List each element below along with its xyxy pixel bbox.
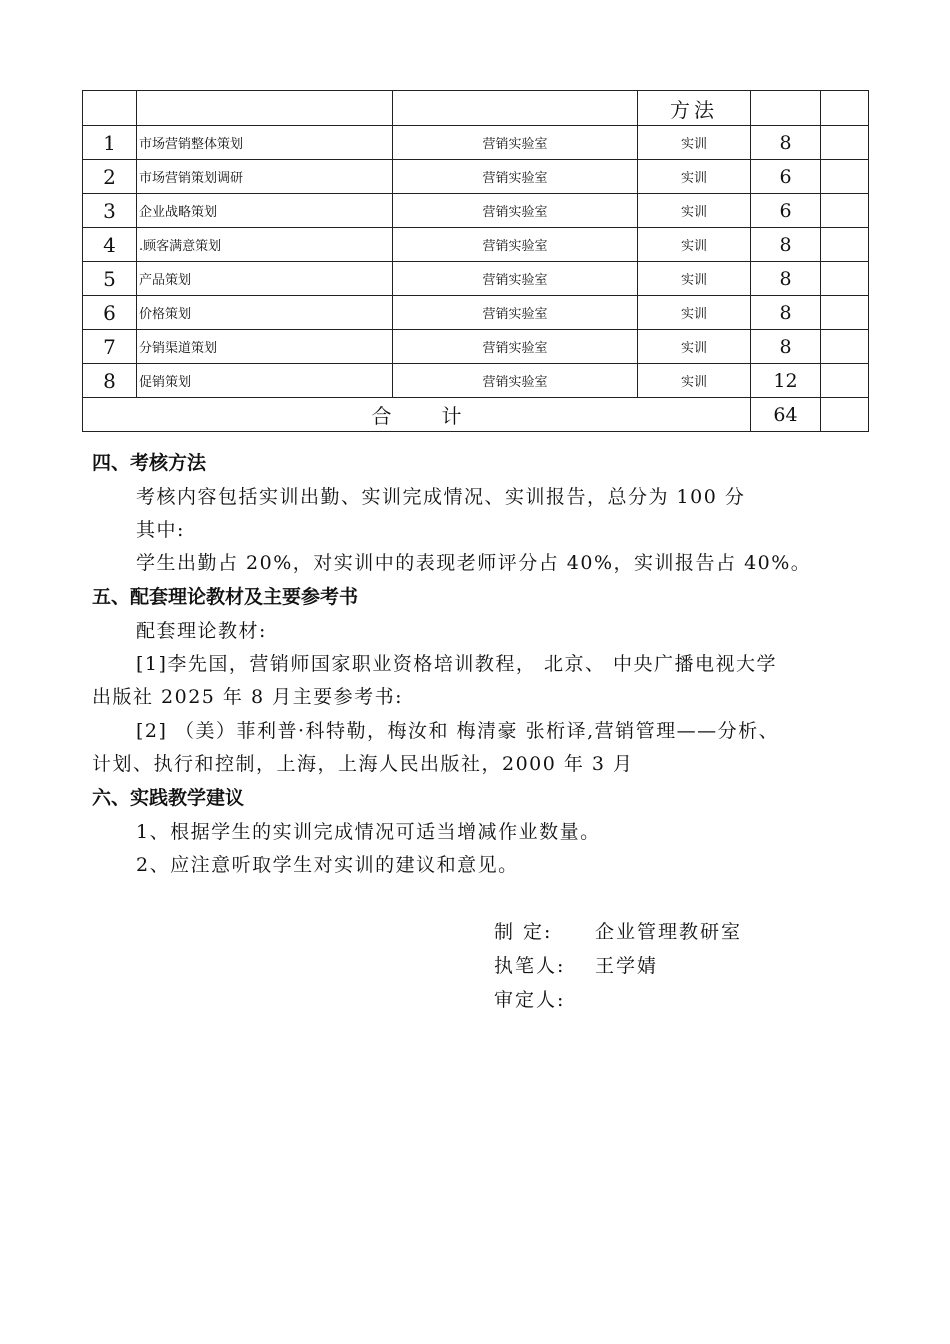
- header-method-cell: 方法: [638, 91, 751, 126]
- section-5-line: 出版社 2025 年 8 月主要参考书:: [92, 686, 404, 708]
- project-name-cell: 分销渠道策划: [137, 330, 393, 364]
- method-cell: 实训: [638, 228, 751, 262]
- row-number-cell: 1: [83, 126, 137, 160]
- project-name-cell: 促销策划: [137, 364, 393, 398]
- location-cell: 营销实验室: [393, 160, 638, 194]
- total-label-part: 合: [371, 404, 392, 428]
- section-6-line: 1、根据学生的实训完成情况可适当增减作业数量。: [136, 821, 601, 843]
- empty-cell: [821, 330, 869, 364]
- row-number-cell: 5: [83, 262, 137, 296]
- row-number-cell: 3: [83, 194, 137, 228]
- hours-cell: 8: [751, 262, 821, 296]
- method-cell: 实训: [638, 262, 751, 296]
- header-cell-empty: [83, 91, 137, 126]
- location-cell: 营销实验室: [393, 296, 638, 330]
- empty-cell: [821, 296, 869, 330]
- method-cell: 实训: [638, 364, 751, 398]
- method-cell: 实训: [638, 194, 751, 228]
- empty-cell: [821, 262, 869, 296]
- table-body: [83, 91, 869, 432]
- row-number-cell: 6: [83, 296, 137, 330]
- total-hours-cell: 64: [751, 398, 821, 432]
- empty-cell: [821, 194, 869, 228]
- table-header-row: [83, 91, 869, 126]
- empty-cell: [821, 160, 869, 194]
- project-name-cell: 市场营销整体策划: [137, 126, 393, 160]
- training-plan-table: [82, 90, 869, 432]
- total-row: [83, 398, 869, 432]
- location-cell: 营销实验室: [393, 262, 638, 296]
- header-cell-empty: [821, 91, 869, 126]
- location-cell: 营销实验室: [393, 194, 638, 228]
- hours-cell: 8: [751, 330, 821, 364]
- header-cell-empty: [751, 91, 821, 126]
- section-5-line: 计划、执行和控制，上海，上海人民出版社，2000 年 3 月: [92, 753, 634, 775]
- made-by-label: 制 定:: [494, 921, 553, 943]
- method-cell: 实训: [638, 126, 751, 160]
- total-label-part: 计: [441, 404, 462, 428]
- section-5-line: [2] （美）菲利普·科特勒，梅汝和 梅清豪 张桁译,营销管理——分析、: [136, 720, 780, 742]
- method-cell: 实训: [638, 160, 751, 194]
- total-label-cell: [83, 398, 751, 432]
- reviewer-label: 审定人:: [494, 989, 566, 1011]
- table-row: [83, 194, 869, 228]
- section-6-heading: 六、实践教学建议: [92, 787, 245, 809]
- row-number-cell: 2: [83, 160, 137, 194]
- section-4-line: 其中:: [136, 519, 185, 541]
- empty-cell: [821, 228, 869, 262]
- table-row: [83, 330, 869, 364]
- writer-label: 执笔人:: [494, 955, 566, 977]
- table-row: [83, 364, 869, 398]
- empty-cell: [821, 364, 869, 398]
- made-by-value: 企业管理教研室: [595, 921, 743, 943]
- row-number-cell: 4: [83, 228, 137, 262]
- project-name-cell: 价格策划: [137, 296, 393, 330]
- table-row: [83, 262, 869, 296]
- location-cell: 营销实验室: [393, 228, 638, 262]
- hours-cell: 8: [751, 126, 821, 160]
- location-cell: 营销实验室: [393, 330, 638, 364]
- section-4-line: 考核内容包括实训出勤、实训完成情况、实训报告，总分为 100 分: [136, 486, 746, 508]
- location-cell: 营销实验室: [393, 364, 638, 398]
- hours-cell: 8: [751, 228, 821, 262]
- table-row: [83, 228, 869, 262]
- hours-cell: 8: [751, 296, 821, 330]
- hours-cell: 6: [751, 194, 821, 228]
- hours-cell: 12: [751, 364, 821, 398]
- header-cell-empty: [137, 91, 393, 126]
- table-row: [83, 126, 869, 160]
- writer-value: 王学婧: [595, 955, 659, 977]
- section-4-heading: 四、考核方法: [92, 452, 207, 474]
- row-number-cell: 7: [83, 330, 137, 364]
- section-5-heading: 五、配套理论教材及主要参考书: [92, 586, 359, 608]
- location-cell: 营销实验室: [393, 126, 638, 160]
- row-number-cell: 8: [83, 364, 137, 398]
- method-cell: 实训: [638, 330, 751, 364]
- section-5-line: [1]李先国，营销师国家职业资格培训教程， 北京、 中央广播电视大学: [136, 653, 777, 675]
- project-name-cell: 市场营销策划调研: [137, 160, 393, 194]
- project-name-cell: 产品策划: [137, 262, 393, 296]
- section-4-line: 学生出勤占 20%，对实训中的表现老师评分占 40%，实训报告占 40%。: [136, 552, 812, 574]
- header-cell-empty: [393, 91, 638, 126]
- project-name-cell: 企业战略策划: [137, 194, 393, 228]
- table-row: [83, 160, 869, 194]
- project-name-cell: .顾客满意策划: [137, 228, 393, 262]
- method-cell: 实训: [638, 296, 751, 330]
- hours-cell: 6: [751, 160, 821, 194]
- section-5-line: 配套理论教材:: [136, 620, 267, 642]
- empty-cell: [821, 126, 869, 160]
- empty-cell: [821, 398, 869, 432]
- section-6-line: 2、应注意听取学生对实训的建议和意见。: [136, 854, 519, 876]
- table-row: [83, 296, 869, 330]
